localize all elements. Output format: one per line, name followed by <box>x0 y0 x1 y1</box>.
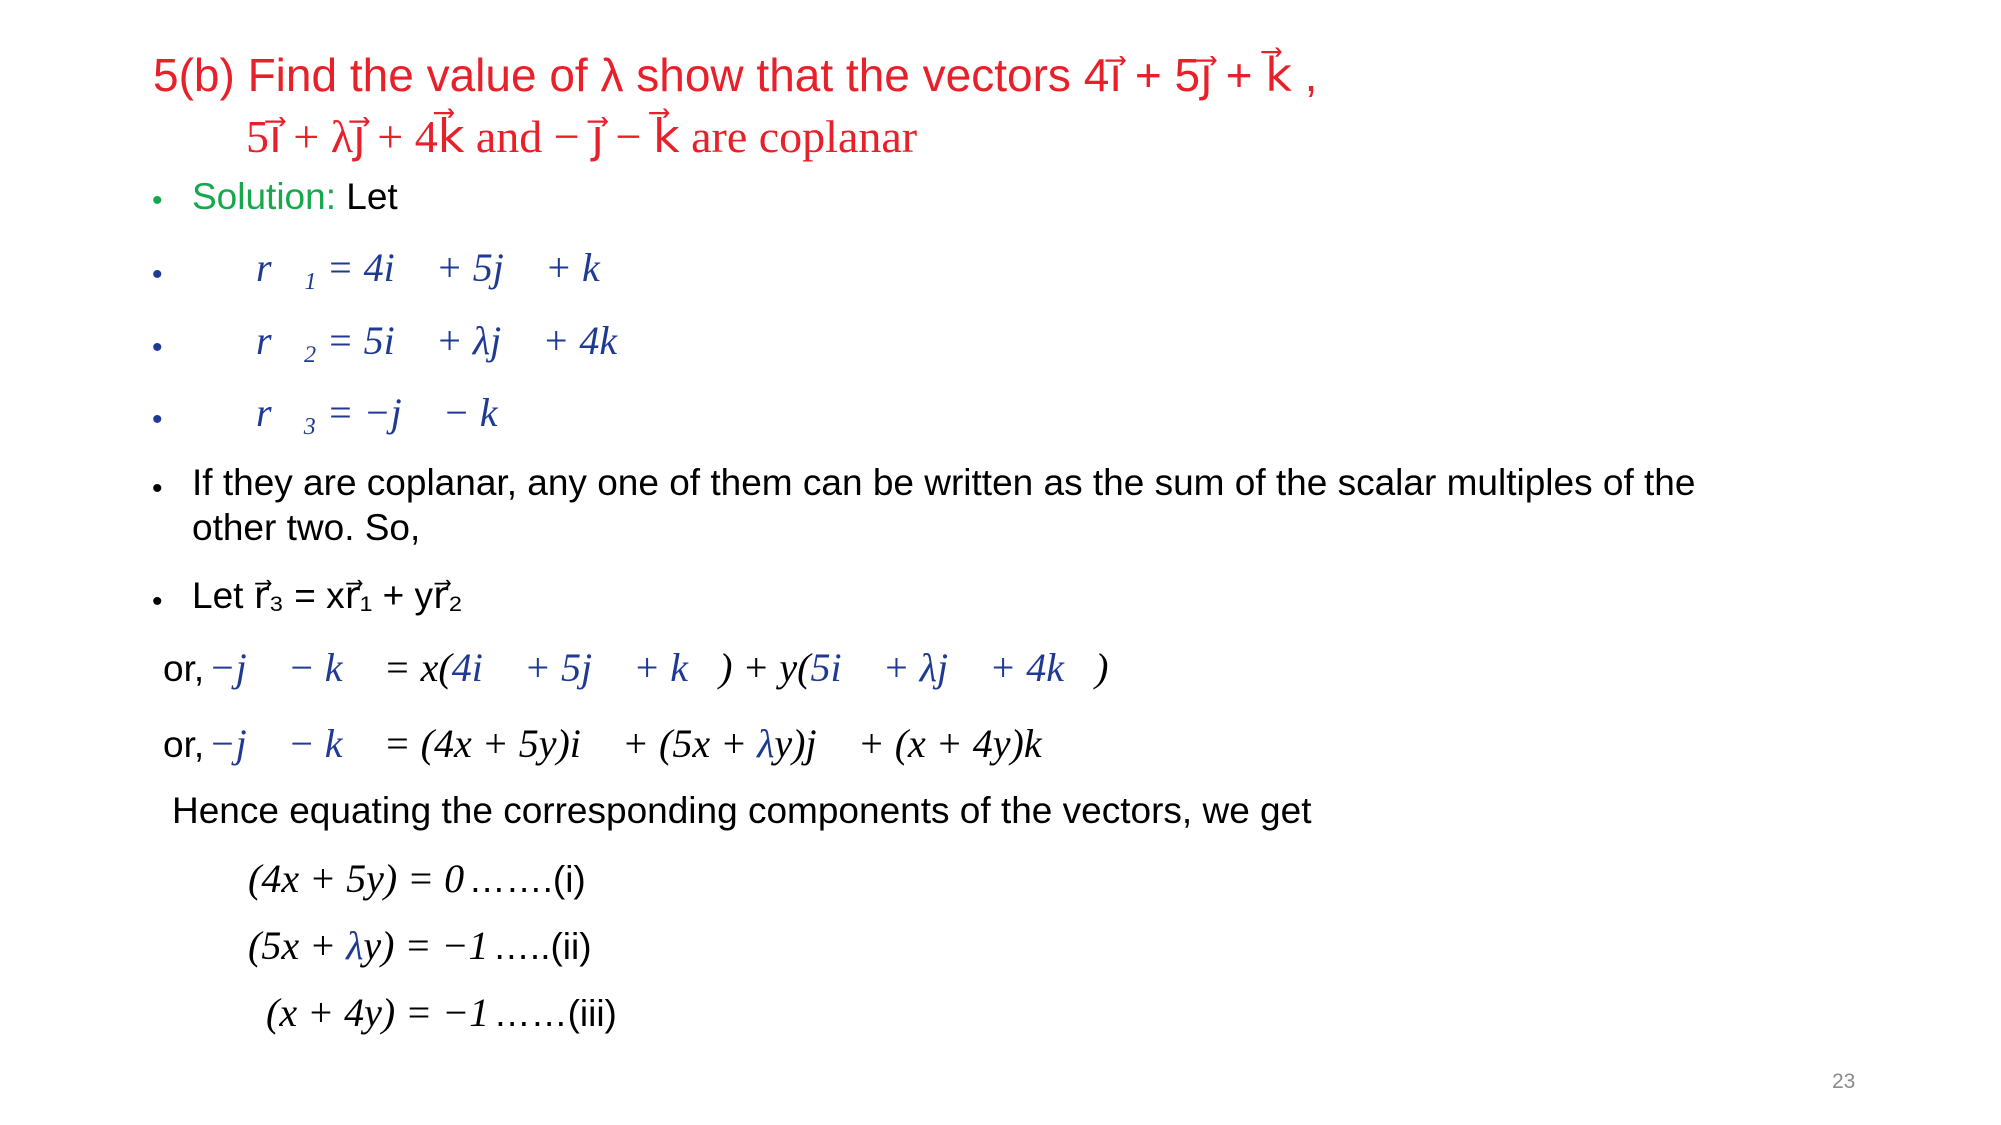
equation-iii <box>266 989 617 1036</box>
hence-statement: Hence equating the corresponding components of the vectors, we get <box>172 790 1312 831</box>
coplanar-line1: If they are coplanar, any one of them can be written as the sum of the scalar multiples of the <box>192 462 1696 503</box>
question-title-line2-text: 5i⃗ + λj⃗ + 4k⃗ and − j⃗ − k⃗ are coplanar <box>246 111 918 162</box>
or-prefix-1: or, <box>163 648 205 689</box>
coplanar-bullet: • <box>152 472 163 505</box>
question-title-line1 <box>153 50 1317 101</box>
or1-mid: = x( <box>373 645 452 690</box>
or-equation-2 <box>163 720 1073 767</box>
or1-mid2: ) + y( <box>719 645 811 690</box>
question-title-line2 <box>246 112 917 163</box>
equation-i <box>248 855 586 902</box>
or2-lhs: −j⃗ − k⃗ <box>208 721 374 766</box>
or1-lhs: −j⃗ − k⃗ <box>208 645 374 690</box>
equation-ii-tag: …..(ii) <box>492 926 592 967</box>
equation-ii <box>248 922 592 969</box>
or2-part2: y)j⃗ + (x + 4y)k⃗ <box>774 721 1073 766</box>
definition-bullet-1: • <box>152 258 163 291</box>
let-bullet: • <box>152 585 163 618</box>
definition-bullet-2: • <box>152 331 163 364</box>
equation-ii-post: y) = −1 <box>363 923 489 968</box>
or-equation-1 <box>163 644 1108 691</box>
or1-end: ) <box>1095 645 1109 690</box>
equation-iii-tag: ……(iii) <box>493 993 617 1034</box>
question-title-line1-text: 5(b) Find the value of λ show that the vectors 4i⃗ + 5j⃗ + k⃗ , <box>153 49 1318 101</box>
definition-r2: r⃗₂ = 5i⃗ + λj⃗ + 4k⃗ <box>256 318 649 363</box>
let-statement: Let r⃗₃ = xr⃗₁ + yr⃗₂ <box>192 575 463 616</box>
or-prefix-2: or, <box>163 724 205 765</box>
equation-i-expr: (4x + 5y) = 0 <box>248 856 465 901</box>
solution-label: Solution: <box>192 176 336 217</box>
equation-ii-pre: (5x + <box>248 923 347 968</box>
coplanar-line2: other two. So, <box>192 507 421 548</box>
or2-lambda: λ <box>757 721 775 766</box>
definition-r1: r⃗₁ = 4i⃗ + 5j⃗ + k⃗ <box>256 245 631 290</box>
equation-iii-expr: (x + 4y) = −1 <box>266 990 490 1035</box>
equation-i-tag: …….(i) <box>468 859 586 900</box>
solution-text: Let <box>346 176 398 217</box>
or1-vec2: 5i⃗ + λj⃗ + 4k⃗ <box>810 645 1096 690</box>
or1-vec1: 4i⃗ + 5j⃗ + k⃗ <box>451 645 720 690</box>
page-number: 23 <box>1832 1070 1856 1093</box>
equation-ii-lambda: λ <box>346 923 364 968</box>
solution-bullet: • <box>152 184 163 217</box>
solution-line <box>192 176 398 218</box>
definition-bullet-3: • <box>152 403 163 436</box>
or2-part1: = (4x + 5y)i⃗ + (5x + <box>373 721 758 766</box>
definition-r3: r⃗₃ = −j⃗ − k⃗ <box>256 390 529 435</box>
